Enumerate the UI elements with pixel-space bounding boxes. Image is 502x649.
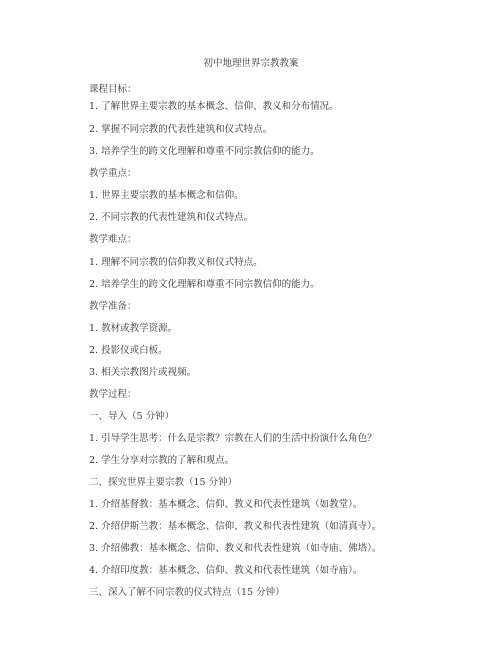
list-item: 1. 引导学生思考：什么是宗教？宗教在人们的生活中扮演什么角色？ <box>89 433 377 444</box>
heading-key-points: 教学重点： <box>89 168 137 179</box>
list-item: 3. 相关宗教图片或视频。 <box>89 367 197 378</box>
list-item: 4. 介绍印度教：基本概念、信仰、教义和代表性建筑（如寺庙）。 <box>89 565 363 576</box>
list-item: 1. 教材或教学资源。 <box>89 323 178 334</box>
list-item: 1. 介绍基督教：基本概念、信仰、教义和代表性建筑（如教堂）。 <box>89 499 363 510</box>
heading-course-goals: 课程目标： <box>89 84 137 95</box>
list-item: 2. 学生分享对宗教的了解和观点。 <box>89 455 235 466</box>
list-item: 2. 投影仪或白板。 <box>89 345 168 356</box>
list-item: 3. 培养学生的跨文化理解和尊重不同宗教信仰的能力。 <box>89 146 320 157</box>
list-item: 2. 不同宗教的代表性建筑和仪式特点。 <box>89 212 254 223</box>
list-item: 1. 理解不同宗教的信仰教义和仪式特点。 <box>89 257 263 268</box>
section-rituals: 三、深入了解不同宗教的仪式特点（15 分钟） <box>89 587 285 598</box>
list-item: 2. 介绍伊斯兰教：基本概念、信仰、教义和代表性建筑（如清真寺）。 <box>89 521 382 532</box>
document-title: 初中地理世界宗教教案 <box>203 58 299 69</box>
heading-difficulties: 教学难点： <box>89 234 137 245</box>
list-item: 1. 世界主要宗教的基本概念和信仰。 <box>89 190 244 201</box>
list-item: 2. 培养学生的跨文化理解和尊重不同宗教信仰的能力。 <box>89 279 320 290</box>
list-item: 2. 掌握不同宗教的代表性建筑和仪式特点。 <box>89 124 273 135</box>
section-intro: 一、导入（5 分钟） <box>89 411 175 422</box>
section-explore: 二、探究世界主要宗教（15 分钟） <box>89 477 238 488</box>
heading-preparation: 教学准备： <box>89 301 137 312</box>
list-item: 1. 了解世界主要宗教的基本概念、信仰、教义和分布情况。 <box>89 101 339 112</box>
heading-process: 教学过程： <box>89 389 137 400</box>
list-item: 3. 介绍佛教：基本概念、信仰、教义和代表性建筑（如寺庙、佛塔）。 <box>89 543 382 554</box>
